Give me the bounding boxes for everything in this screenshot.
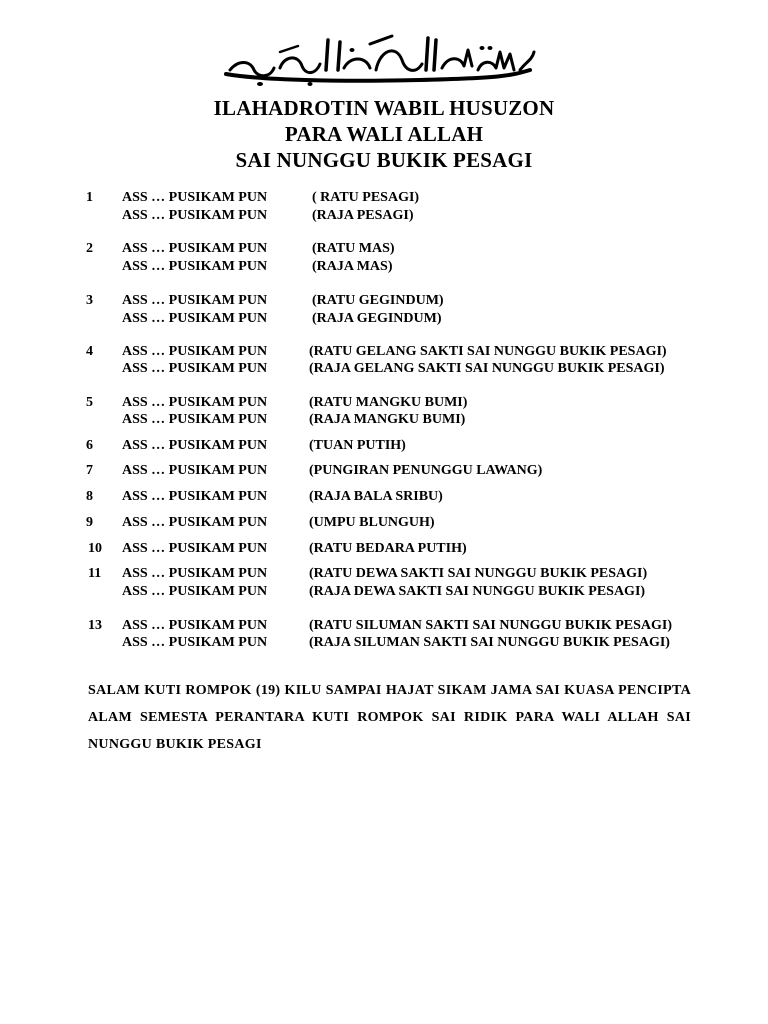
wali-name: (TUAN PUTIH)	[309, 438, 406, 453]
item-number: 4	[86, 344, 93, 359]
greeting-prefix: ASS … PUSIKAM PUN	[122, 311, 268, 326]
greeting-prefix: ASS … PUSIKAM PUN	[122, 208, 268, 223]
item-number: 6	[86, 438, 93, 453]
wali-name: (RATU MAS)	[312, 241, 395, 256]
wali-name: (RAJA MANGKU BUMI)	[309, 412, 466, 427]
wali-name: (RATU GEGINDUM)	[312, 293, 444, 308]
title-line-1: ILAHADROTIN WABIL HUSUZON	[213, 96, 555, 120]
greeting-prefix: ASS … PUSIKAM PUN	[122, 293, 268, 308]
greeting-prefix: ASS … PUSIKAM PUN	[122, 635, 268, 650]
wali-name: (RAJA MAS)	[312, 259, 393, 274]
greeting-prefix: ASS … PUSIKAM PUN	[122, 618, 268, 633]
item-number: 3	[86, 293, 93, 308]
greeting-prefix: ASS … PUSIKAM PUN	[122, 361, 268, 376]
wali-name: (RAJA PESAGI)	[312, 208, 414, 223]
wali-name: ( RATU PESAGI)	[312, 190, 420, 205]
wali-name: (RATU DEWA SAKTI SAI NUNGGU BUKIK PESAGI)	[309, 566, 648, 581]
title-line-2: PARA WALI ALLAH	[284, 122, 484, 146]
greeting-prefix: ASS … PUSIKAM PUN	[122, 412, 268, 427]
greeting-prefix: ASS … PUSIKAM PUN	[122, 566, 268, 581]
item-number: 13	[88, 618, 102, 633]
greeting-prefix: ASS … PUSIKAM PUN	[122, 541, 268, 556]
greeting-prefix: ASS … PUSIKAM PUN	[122, 515, 268, 530]
wali-name: (PUNGIRAN PENUNGGU LAWANG)	[309, 463, 543, 478]
wali-name: (RAJA GEGINDUM)	[312, 311, 442, 326]
greeting-prefix: ASS … PUSIKAM PUN	[122, 259, 268, 274]
greeting-prefix: ASS … PUSIKAM PUN	[122, 489, 268, 504]
greeting-prefix: ASS … PUSIKAM PUN	[122, 241, 268, 256]
greeting-prefix: ASS … PUSIKAM PUN	[122, 395, 268, 410]
item-number: 7	[86, 463, 93, 478]
wali-name: (RAJA SILUMAN SAKTI SAI NUNGGU BUKIK PESAGI)	[309, 635, 670, 650]
wali-name: (RAJA BALA SRIBU)	[309, 489, 443, 504]
item-number: 1	[86, 190, 93, 205]
wali-name: (RATU GELANG SAKTI SAI NUNGGU BUKIK PESAGI)	[309, 344, 667, 359]
item-number: 5	[86, 395, 93, 410]
item-number: 8	[86, 489, 93, 504]
greeting-prefix: ASS … PUSIKAM PUN	[122, 190, 268, 205]
wali-name: (RAJA GELANG SAKTI SAI NUNGGU BUKIK PESAGI)	[309, 361, 665, 376]
closing-paragraph: SALAM KUTI ROMPOK (19) KILU SAMPAI HAJAT SIKAM JAMA SAI KUASA PENCIPTA ALAM SEMESTA PERANTARA KUTI ROMPOK SAI RIDIK PARA WALI ALLAH SAI NUNGGU BUKIK PESAGI	[88, 683, 691, 752]
wali-name: (RATU SILUMAN SAKTI SAI NUNGGU BUKIK PESAGI)	[309, 618, 673, 633]
greeting-prefix: ASS … PUSIKAM PUN	[122, 344, 268, 359]
basmala-calligraphy	[220, 30, 536, 88]
wali-name: (UMPU BLUNGUH)	[309, 515, 435, 530]
item-number: 9	[86, 515, 93, 530]
item-number: 2	[86, 241, 93, 256]
greeting-prefix: ASS … PUSIKAM PUN	[122, 584, 268, 599]
wali-name: (RAJA DEWA SAKTI SAI NUNGGU BUKIK PESAGI)	[309, 584, 646, 599]
greeting-prefix: ASS … PUSIKAM PUN	[122, 438, 268, 453]
item-number: 11	[88, 566, 102, 581]
title-line-3: SAI NUNGGU BUKIK PESAGI	[235, 148, 533, 172]
greeting-prefix: ASS … PUSIKAM PUN	[122, 463, 268, 478]
wali-name: (RATU BEDARA PUTIH)	[309, 541, 467, 556]
item-number: 10	[88, 541, 102, 556]
wali-name: (RATU MANGKU BUMI)	[309, 395, 468, 410]
